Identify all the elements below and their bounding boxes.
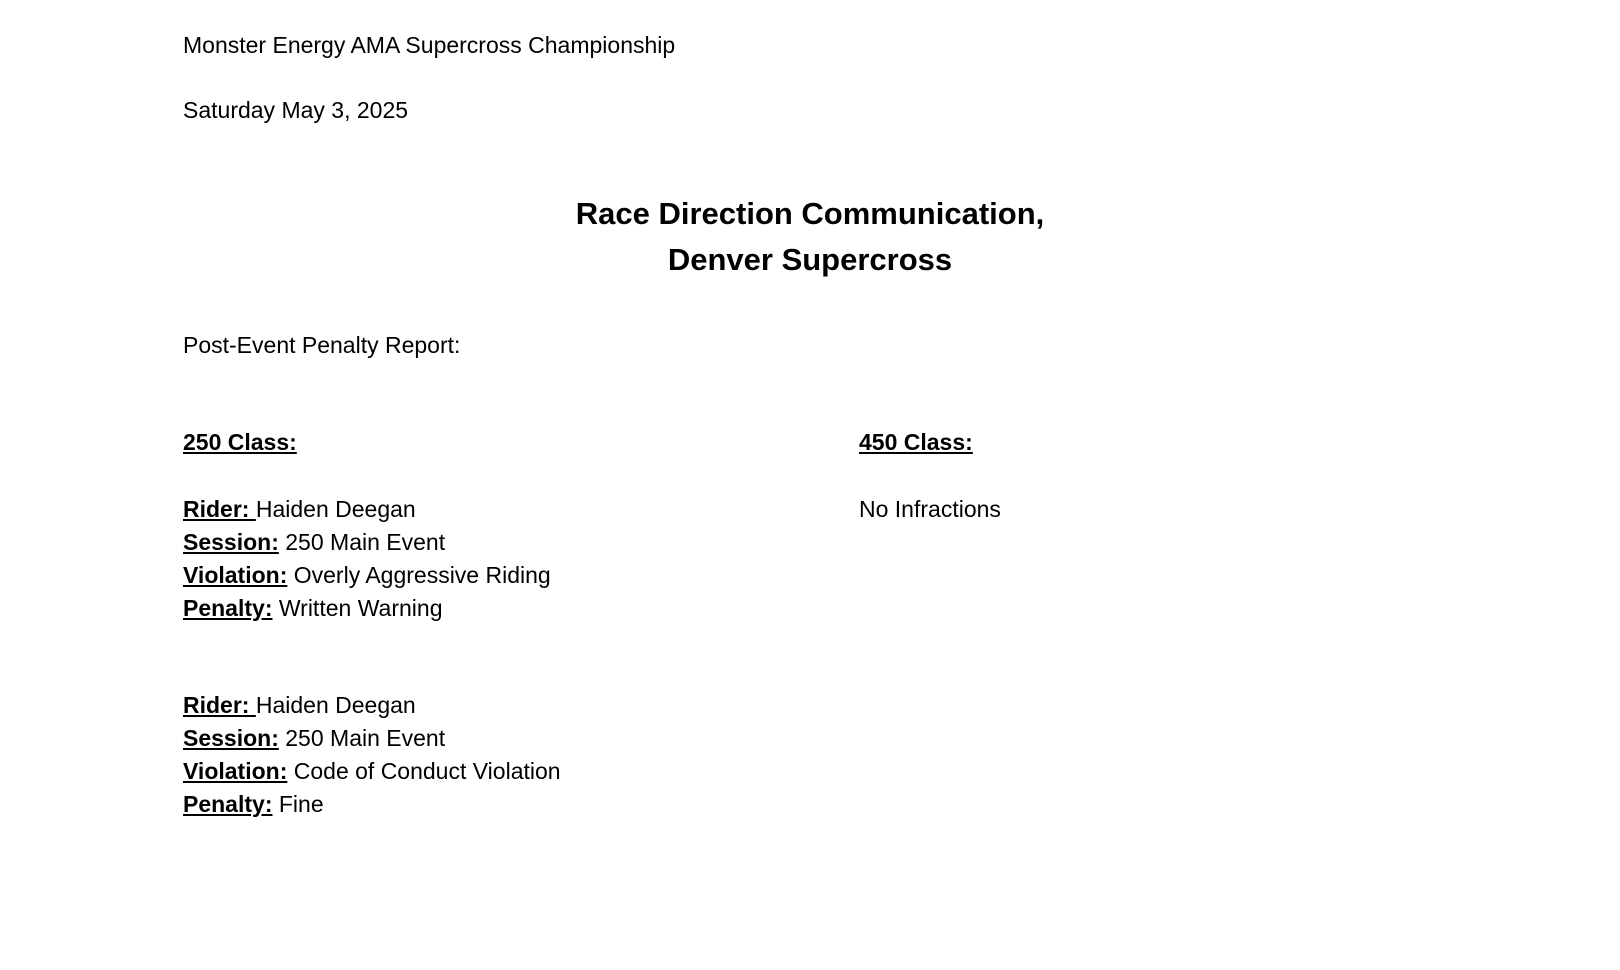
violation-field xyxy=(183,559,551,592)
report-label: Post-Event Penalty Report: xyxy=(183,332,461,358)
session-field xyxy=(183,722,561,755)
class-450-heading: 450 Class: xyxy=(859,429,973,455)
rider-value: Haiden Deegan xyxy=(255,692,416,718)
class-450-status: No Infractions xyxy=(859,496,1001,522)
rider-field xyxy=(183,689,561,722)
rider-label: Rider: xyxy=(183,496,256,522)
class-250-heading: 250 Class: xyxy=(183,429,297,455)
penalty-value: Written Warning xyxy=(278,595,443,621)
violation-label: Violation: xyxy=(183,562,288,588)
organization-name: Monster Energy AMA Supercross Championship xyxy=(183,32,676,58)
session-value: 250 Main Event xyxy=(285,529,446,555)
title-line-2: Denver Supercross xyxy=(667,242,953,277)
session-label: Session: xyxy=(183,725,279,751)
event-date: Saturday May 3, 2025 xyxy=(183,97,409,123)
violation-value: Code of Conduct Violation xyxy=(293,758,561,784)
rider-label: Rider: xyxy=(183,692,256,718)
penalty-label: Penalty: xyxy=(183,595,273,621)
penalty-value: Fine xyxy=(278,791,324,817)
violation-label: Violation: xyxy=(183,758,288,784)
rider-value: Haiden Deegan xyxy=(255,496,416,522)
session-field xyxy=(183,526,551,559)
penalty-field xyxy=(183,788,561,821)
violation-value: Overly Aggressive Riding xyxy=(293,562,551,588)
penalty-field xyxy=(183,592,551,625)
penalty-label: Penalty: xyxy=(183,791,273,817)
penalty-record xyxy=(183,689,561,821)
session-label: Session: xyxy=(183,529,279,555)
penalty-record xyxy=(183,493,551,625)
violation-field xyxy=(183,755,561,788)
document-title xyxy=(0,191,1620,283)
rider-field xyxy=(183,493,551,526)
title-line-1: Race Direction Communication, xyxy=(575,196,1045,231)
session-value: 250 Main Event xyxy=(285,725,446,751)
